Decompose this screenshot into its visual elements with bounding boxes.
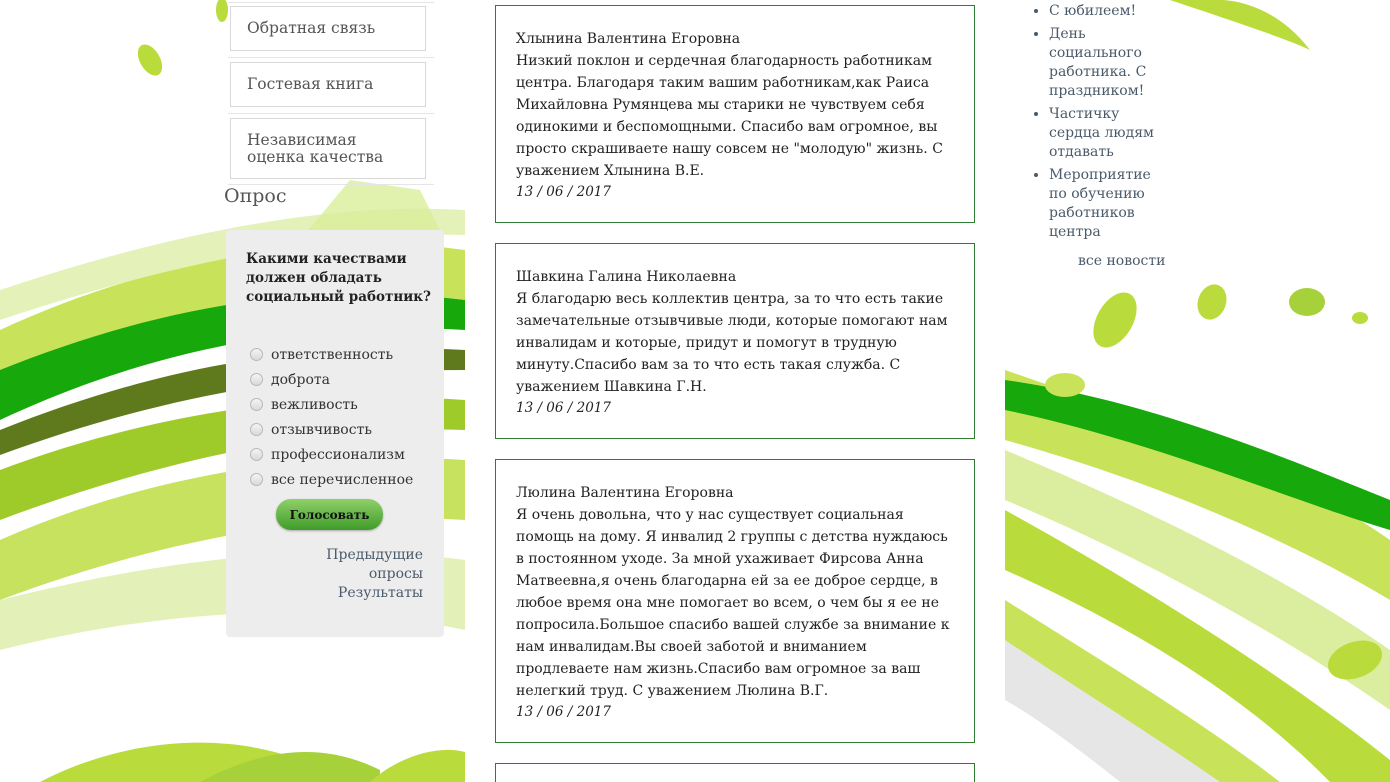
radio-button[interactable] <box>250 448 263 461</box>
poll-option-label: профессионализм <box>271 446 405 463</box>
radio-button[interactable] <box>250 373 263 386</box>
vote-button[interactable]: Голосовать <box>276 499 383 530</box>
poll-box <box>226 230 444 637</box>
news-column <box>1005 0 1390 782</box>
news-item[interactable]: • С юбилеем! <box>1049 2 1167 21</box>
menu-item-quality-assessment[interactable]: Независимая оценка качества <box>230 118 426 179</box>
previous-polls-link[interactable]: Предыдущие <box>326 547 423 563</box>
reviews-column <box>465 0 1005 782</box>
poll-option-label: вежливость <box>271 396 358 413</box>
review-date: 13 / 06 / 2017 <box>516 400 611 416</box>
review-date: 13 / 06 / 2017 <box>516 704 611 720</box>
review-card <box>495 243 975 439</box>
news-item[interactable]: • Частичку сердца людям отдавать <box>1049 105 1167 162</box>
news-item[interactable]: • Мероприятие по обучению работников центра <box>1049 166 1167 242</box>
menu-divider <box>228 113 434 114</box>
poll-heading: Опрос <box>224 185 287 207</box>
radio-button[interactable] <box>250 473 263 486</box>
menu-divider <box>228 57 434 58</box>
poll-option-label: доброта <box>271 371 330 388</box>
poll-option[interactable] <box>250 442 413 467</box>
review-author: Люлина Валентина Егоровна <box>516 485 734 501</box>
review-card-partial <box>495 763 975 782</box>
news-list <box>1027 2 1167 246</box>
news-item[interactable]: • День социального работника. С праздником! <box>1049 25 1167 101</box>
review-text: Я очень довольна, что у нас существует социальная помощь на дому. Я инвалид 2 группы с детства нуждаюсь в постоянном уходе. За мной ухаживает Фирсова Анна Матвеевна,я очень благодарна ей за ее доброе сердце, в любое время она мне помогает во всем, о чем бы я ее не попросила.Большое спасибо вашей службе за внимание к нам инвалидам.Вы своей заботой и вниманием продлеваете нам жизнь.Спасибо вам огромное за ваш нелегкий труд. С уважением Люлина В.Г. <box>516 507 950 699</box>
results-link[interactable]: Результаты <box>337 585 423 601</box>
radio-button[interactable] <box>250 398 263 411</box>
poll-option[interactable] <box>250 392 413 417</box>
review-text: Я благодарю весь коллектив центра, за то что есть такие замечательные отзывчивые люди, которые помогают нам инвалидам и которые, придут и помогут в трудную минуту.Спасибо вам за то что есть такая служба. С уважением Шавкина Г.Н. <box>516 291 948 395</box>
radio-button[interactable] <box>250 423 263 436</box>
poll-options <box>250 342 413 492</box>
radio-button[interactable] <box>250 348 263 361</box>
menu-item-feedback[interactable]: Обратная связь <box>230 6 426 51</box>
review-card <box>495 5 975 223</box>
poll-option[interactable] <box>250 367 413 392</box>
poll-option-label: отзывчивость <box>271 421 372 438</box>
review-text: Низкий поклон и сердечная благодарность работникам центра. Благодаря таким вашим работникам,как Раиса Михайловна Румянцева мы старики не чувствуем себя одинокими и беспомощными. Спасибо вам огромное, вы просто скрашиваете нашу совсем не "молодую" жизнь. С уважением Хлынина В.Е. <box>516 53 943 179</box>
poll-option-label: все перечисленное <box>271 471 414 488</box>
poll-links <box>326 546 423 603</box>
menu-item-guestbook[interactable]: Гостевая книга <box>230 62 426 107</box>
menu-divider <box>228 2 434 3</box>
review-date: 13 / 06 / 2017 <box>516 184 611 200</box>
poll-option[interactable] <box>250 342 413 367</box>
previous-polls-link-line2[interactable]: опросы <box>368 566 423 582</box>
all-news-link[interactable]: все новости <box>1078 253 1166 269</box>
poll-option[interactable] <box>250 467 413 492</box>
review-card <box>495 459 975 743</box>
poll-option-label: ответственность <box>271 346 394 363</box>
review-author: Хлынина Валентина Егоровна <box>516 31 741 47</box>
review-author: Шавкина Галина Николаевна <box>516 269 737 285</box>
poll-question: Какими качествами должен обладать социальный работник? <box>246 251 431 305</box>
poll-option[interactable] <box>250 417 413 442</box>
